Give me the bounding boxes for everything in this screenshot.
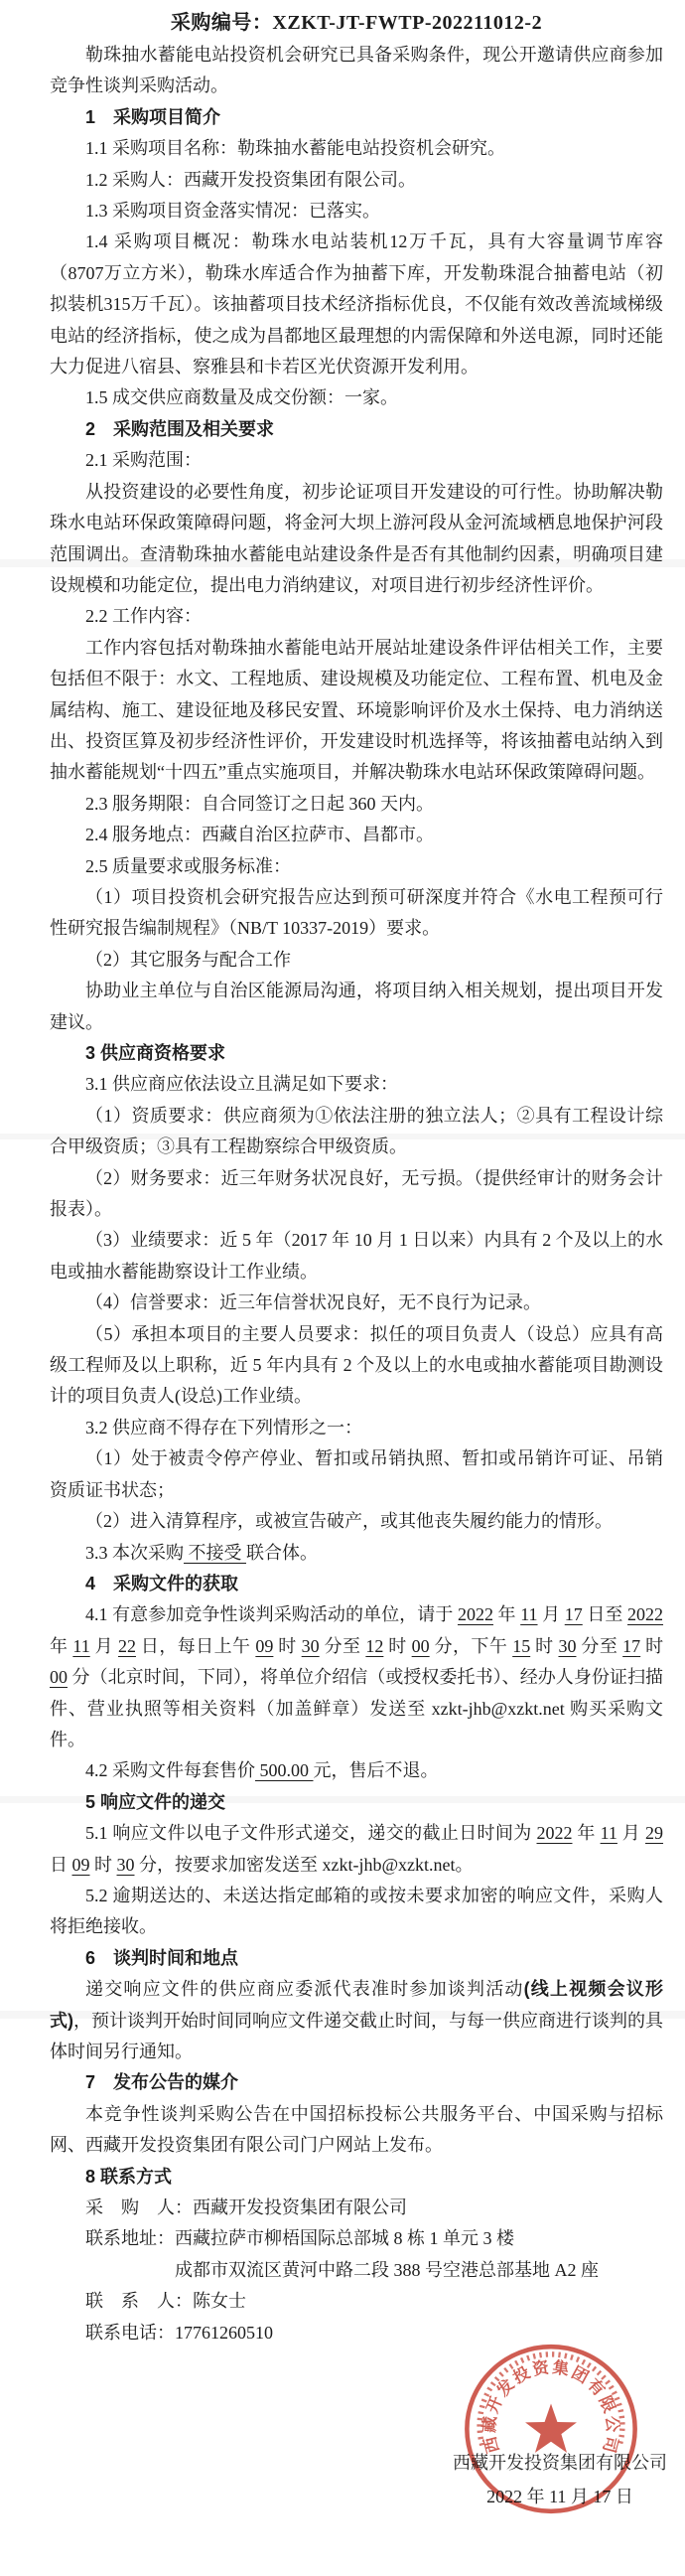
quality-req-1: （1）项目投资机会研究报告应达到预可研深度并符合《水电工程预可行性研究报告编制规程》（NB/T 10337-2019）要求。 [50, 886, 663, 939]
contact-phone: 联系电话：17761260510 [85, 2322, 273, 2343]
personnel-req: （5）承担本项目的主要人员要求：拟任的项目负责人（设总）应具有高级工程师及以上职称，近 5 年内具有 2 个及以上的水电或抽水蓄能项目勘测设计的项目负责人(设总)工作业绩。 [50, 1323, 663, 1407]
item-3-3: 3.3 本次采购 不接受 联合体。 [85, 1542, 318, 1563]
item-2-4: 2.4 服务地点：西藏自治区拉萨市、昌都市。 [85, 825, 434, 845]
section-7-heading: 7 发布公告的媒介 [85, 2072, 239, 2093]
contact-purchaser: 采 购 人：西藏开发投资集团有限公司 [85, 2197, 407, 2218]
section-4-heading: 4 采购文件的获取 [85, 1573, 239, 1593]
finance-req: （2）财务要求：近三年财务状况良好，无亏损。（提供经审计的财务会计报表）。 [50, 1167, 663, 1220]
section-1-heading: 1 采购项目简介 [85, 106, 221, 127]
performance-req: （3）业绩要求：近 5 年（2017 年 10 月 1 日以来）内具有 2 个及以上的水电或抽水蓄能勘察设计工作业绩。 [50, 1230, 663, 1282]
item-2-3: 2.3 服务期限：自合同签订之日起 360 天内。 [85, 793, 434, 814]
item-5-1: 5.1 响应文件以电子文件形式递交，递交的截止日时间为 2022 年 11 月 29 日 09 时 30 分，按要求加密发送至 xzkt-jhb@xzkt.net。 [50, 1823, 664, 1875]
signature-company: 西藏开发投资集团有限公司 [453, 2453, 667, 2473]
seal-company-text: 西藏开发投资集团有限公司 [480, 2357, 622, 2456]
item-1-4: 1.4 采购项目概况：勒珠水电站装机12万千瓦，具有大容量调节库容（8707万立方米），勒珠水库适合作为抽蓄下库，开发勒珠混合抽蓄电站（初拟装机315万千瓦）。该抽蓄项目技术经济指标优良，不仅能有效改善流域梯级电站的经济指标，使之成为昌都地区最理想的内需保障和外送电源，同时还能大力促进八宿县、察雅县和卡若区光伏资源开发利用。 [50, 231, 663, 378]
item-1-1: 1.1 采购项目名称：勒珠抽水蓄能电站投资机会研究。 [85, 138, 505, 159]
item-1-3: 1.3 采购项目资金落实情况：已落实。 [85, 201, 380, 222]
section-8-heading: 8 联系方式 [85, 2166, 173, 2187]
section-5-heading: 5 响应文件的递交 [85, 1791, 226, 1812]
intro-paragraph: 勒珠抽水蓄能电站投资机会研究已具备采购条件，现公开邀请供应商参加竞争性谈判采购活动。 [50, 45, 663, 96]
qualification-req: （1）资质要求：供应商须为①依法注册的独立法人；②具有工程设计综合甲级资质；③具有工程勘察综合甲级资质。 [50, 1105, 663, 1157]
situation-2: （2）进入清算程序，或被宣告破产，或其他丧失履约能力的情形。 [85, 1511, 613, 1532]
work-content-paragraph: 工作内容包括对勒珠抽水蓄能电站开展站址建设条件评估相关工作，主要包括但不限于：水文、工程地质、建设规模及功能定位、工程布置、机电及金属结构、施工、建设征地及移民安置、环境影响评价及水土保持、电力消纳送出、投资匡算及初步经济性评价，开发建设时机选择等，将该抽蓄电站纳入到抽水蓄能规划“十四五”重点实施项目，并解决勒珠水电站环保政策障碍问题。 [50, 637, 663, 783]
negotiation-paragraph: 递交响应文件的供应商应委派代表准时参加谈判活动(线上视频会议形式)，预计谈判开始时间同响应文件递交截止时间，与每一供应商进行谈判的具体时间另行通知。 [50, 1979, 664, 2061]
quality-req-2: （2）其它服务与配合工作 [85, 949, 291, 970]
doc-number: 采购编号：XZKT-JT-FWTP-202211012-2 [170, 12, 543, 34]
signature-date: 2022 年 11 月 17 日 [486, 2487, 633, 2506]
item-3-1: 3.1 供应商应依法设立且满足如下要求： [85, 1074, 398, 1095]
contact-person: 联 系 人：陈女士 [85, 2291, 246, 2312]
item-2-5: 2.5 质量要求或服务标准： [85, 855, 291, 876]
scope-paragraph: 从投资建设的必要性角度，初步论证项目开发建设的可行性。协助解决勒珠水电站环保政策障碍问题，将金河大坝上游河段从金河流域栖息地保护河段范围调出。查清勒珠抽水蓄能电站建设条件是否有其他制约因素，明确项目建设规模和功能定位，提出电力消纳建议，对项目进行初步经济性评价。 [50, 481, 663, 595]
item-4-1: 4.1 有意参加竞争性谈判采购活动的单位，请于 2022 年 11 月 17 日至 2022 年 11 月 22 日，每日上午 09 时 30 分至 12 时 00 分，下午 15 时 30 分至 17 时 00 分（北京时间，下同），将单位介绍信（或授权委托书）、经办人身份证扫描件、营业执照等相关资料（加盖鲜章）发送至 xzkt-jhb@xzkt.net 购买采购文件。 [50, 1604, 664, 1749]
media-paragraph: 本竞争性谈判采购公告在中国招标投标公共服务平台、中国采购与招标网、西藏开发投资集团有限公司门户网站上发布。 [50, 2103, 663, 2156]
item-2-2: 2.2 工作内容： [85, 606, 202, 627]
item-3-2: 3.2 供应商不得存在下列情形之一： [85, 1417, 362, 1438]
item-1-2: 1.2 采购人：西藏开发投资集团有限公司。 [85, 169, 416, 190]
item-2-1: 2.1 采购范围： [85, 450, 202, 471]
company-seal-stamp [460, 2339, 642, 2519]
cooperation-paragraph: 协助业主单位与自治区能源局沟通，将项目纳入相关规划，提出项目开发建议。 [50, 981, 663, 1032]
item-5-2: 5.2 逾期送达的、未送达指定邮箱的或按未要求加密的响应文件，采购人将拒绝接收。 [50, 1885, 663, 1937]
contact-address-2: 成都市双流区黄河中路二段 388 号空港总部基地 A2 座 [175, 2259, 599, 2280]
credit-req: （4）信誉要求：近三年信誉状况良好，无不良行为记录。 [85, 1292, 541, 1313]
situation-1: （1）处于被责令停产停业、暂扣或吊销执照、暂扣或吊销许可证、吊销资质证书状态； [50, 1448, 663, 1500]
item-1-5: 1.5 成交供应商数量及成交份额：一家。 [85, 387, 398, 408]
section-2-heading: 2 采购范围及相关要求 [85, 418, 275, 439]
seal-star-icon [525, 2404, 577, 2453]
section-3-heading: 3 供应商资格要求 [85, 1043, 226, 1063]
contact-address: 联系地址：西藏拉萨市柳梧国际总部城 8 栋 1 单元 3 楼 [85, 2228, 514, 2249]
section-6-heading: 6 谈判时间和地点 [85, 1947, 239, 1968]
item-4-2: 4.2 采购文件每套售价 500.00 元，售后不退。 [85, 1760, 439, 1781]
